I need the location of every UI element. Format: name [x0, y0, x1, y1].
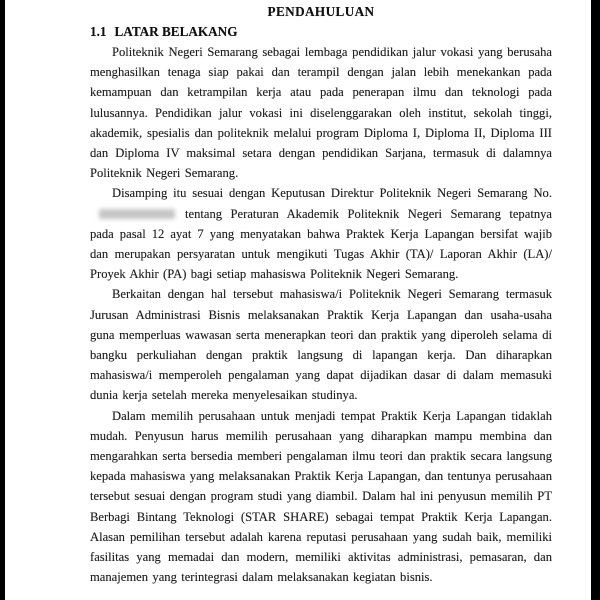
section-heading [90, 21, 552, 41]
paragraph-2-text-before-redaction: Disamping itu sesuai dengan Keputusan Direktur Politeknik Negeri Semarang No. [112, 186, 552, 201]
page-title: PENDAHULUAN [267, 4, 375, 19]
section-number: 1.1 [90, 24, 107, 39]
paragraph-2 [90, 183, 552, 284]
scan-left-border [0, 0, 5, 600]
redacted-document-number [99, 209, 175, 219]
paragraph-2-text-after-redaction: tentang Peraturan Akademik Politeknik Negeri Semarang tepatnya pada pasal 12 ayat 7 yang menyatakan bahwa Praktek Kerja Lapangan bersifat wajib dan merupakan persyaratan untuk mengikuti Tugas Akhir (TA)/ Laporan Akhir (LA)/ Proyek Akhir (PA) bagi setiap mahasiswa Politeknik Negeri Semarang. [90, 206, 552, 282]
scan-right-border [591, 0, 600, 600]
paragraph-1: Politeknik Negeri Semarang sebagai lembaga pendidikan jalur vokasi yang berusaha menghasilkan tenaga siap pakai dan terampil dengan jalan lebih menekankan pada kemampuan dan ketrampilan kerja atau pada penerapan ilmu dan teknologi pada lulusannya. Pendidikan jalur vokasi ini diselenggarakan oleh institut, sekolah tinggi, akademik, spesialis dan politeknik melalui program Diploma I, Diploma II, Diploma III dan Diploma IV maksimal setara dengan pendidikan Sarjana, termasuk di dalamnya Politeknik Negeri Semarang. [90, 45, 552, 181]
page-content [90, 0, 552, 587]
paragraph-4: Dalam memilih perusahaan untuk menjadi tempat Praktik Kerja Lapangan tidaklah mudah. Penyusun harus memilih perusahaan yang diharapkan mampu membina dan mengarahkan serta bersedia memberi pengalaman ilmu teori dan praktik secara langsung kepada mahasiswa yang melaksanakan Praktik Kerja Lapangan, dan tentunya perusahaan tersebut sesuai dengan program studi yang diambil. Dalam hal ini penyusun memilih PT Berbagi Bintang Teknologi (STAR SHARE) sebagai tempat Praktik Kerja Lapangan. Alasan pemilihan tersebut adalah karena reputasi perusahaan yang sudah baik, memiliki fasilitas yang memadai dan modern, memiliki aktivitas administrasi, pemasaran, dan manajemen yang terintegrasi dalam melaksanakan kegiatan bisnis. [90, 408, 552, 585]
paragraph-3: Berkaitan dengan hal tersebut mahasiswa/i Politeknik Negeri Semarang termasuk Jurusan Administrasi Bisnis melaksanakan Praktik Kerja Lapangan dan usaha-usaha guna memperluas wawasan serta menerapkan teori dan praktik yang diperoleh selama di bangku perkuliahan dengan praktik langsung di lapangan kerja. Dan diharapkan mahasiswa/i memperoleh pengalaman yang dapat dijadikan dasar di dalam memasuki dunia kerja setelah mereka menyelesaikan studinya. [90, 287, 552, 403]
section-label: LATAR BELAKANG [114, 24, 238, 39]
